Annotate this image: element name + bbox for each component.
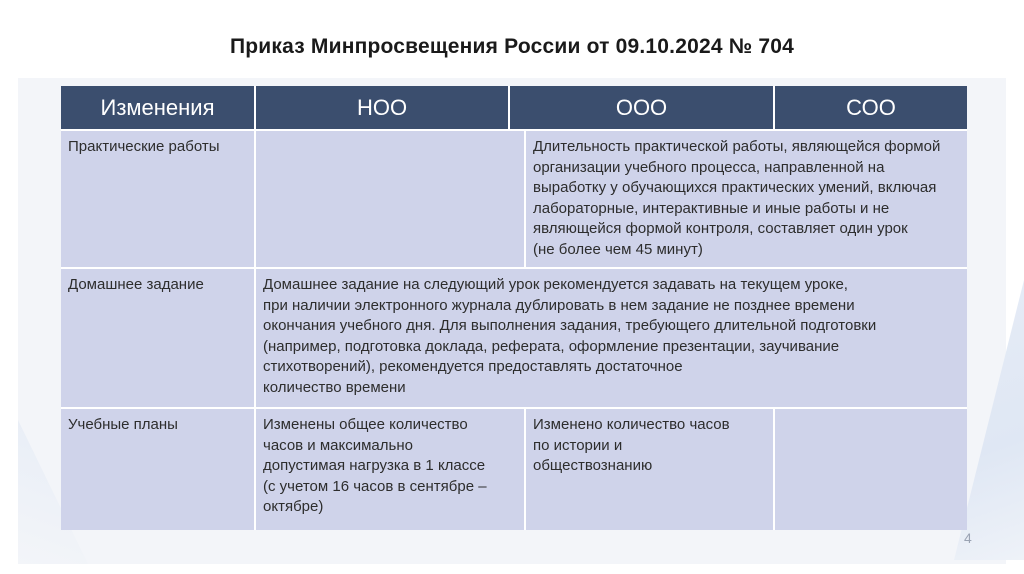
practical-work-text: Длительность практической работы, являющейся формой организации учебного процесса, направленной на выработку у обучающихся практических умений, включая лабораторные, интерактивные и иные работы и не являющейся формой контроля, составляет один урок (не более чем 45 минут): [533, 138, 941, 258]
table-row-homework: [61, 268, 967, 408]
row-label-homework: Домашнее задание: [61, 268, 255, 408]
header-soo: СОО: [774, 86, 967, 130]
cell-curricula-soo: [774, 408, 967, 530]
cell-practical-noo: [255, 130, 525, 268]
cell-curricula-ooo: [525, 408, 774, 530]
header-noo: НОО: [255, 86, 509, 130]
page-number: 4: [964, 530, 972, 546]
table-header-row: [61, 86, 967, 130]
row-label-curricula: Учебные планы: [61, 408, 255, 530]
cell-curricula-noo: [255, 408, 525, 530]
curricula-noo-text: Изменены общее количество часов и максимально допустимая нагрузка в 1 классе (с учетом 16 часов в сентябре – октябре): [263, 416, 487, 516]
header-changes: Изменения: [61, 86, 255, 130]
changes-table: [61, 86, 967, 530]
cell-homework-all: [255, 268, 967, 408]
page-title: Приказ Минпросвещения России от 09.10.2024 № 704: [229, 35, 795, 58]
homework-text: Домашнее задание на следующий урок рекомендуется задавать на текущем уроке, при наличии электронного журнала дублировать в нем задание не позднее времени окончания учебного дня. Для выполнения задания, требующего длительной подготовки (например, подготовка доклада, реферата, оформление презентации, заучивание стихотворений), рекомендуется предоставлять достаточное количество времени: [263, 276, 877, 396]
row-label-practical-work: Практические работы: [61, 130, 255, 268]
table-row-practical-work: [61, 130, 967, 268]
header-ooo: ООО: [509, 86, 774, 130]
cell-practical-ooo-soo: [525, 130, 967, 268]
curricula-ooo-text: Изменено количество часов по истории и обществознанию: [533, 416, 730, 475]
table-row-curricula: [61, 408, 967, 530]
